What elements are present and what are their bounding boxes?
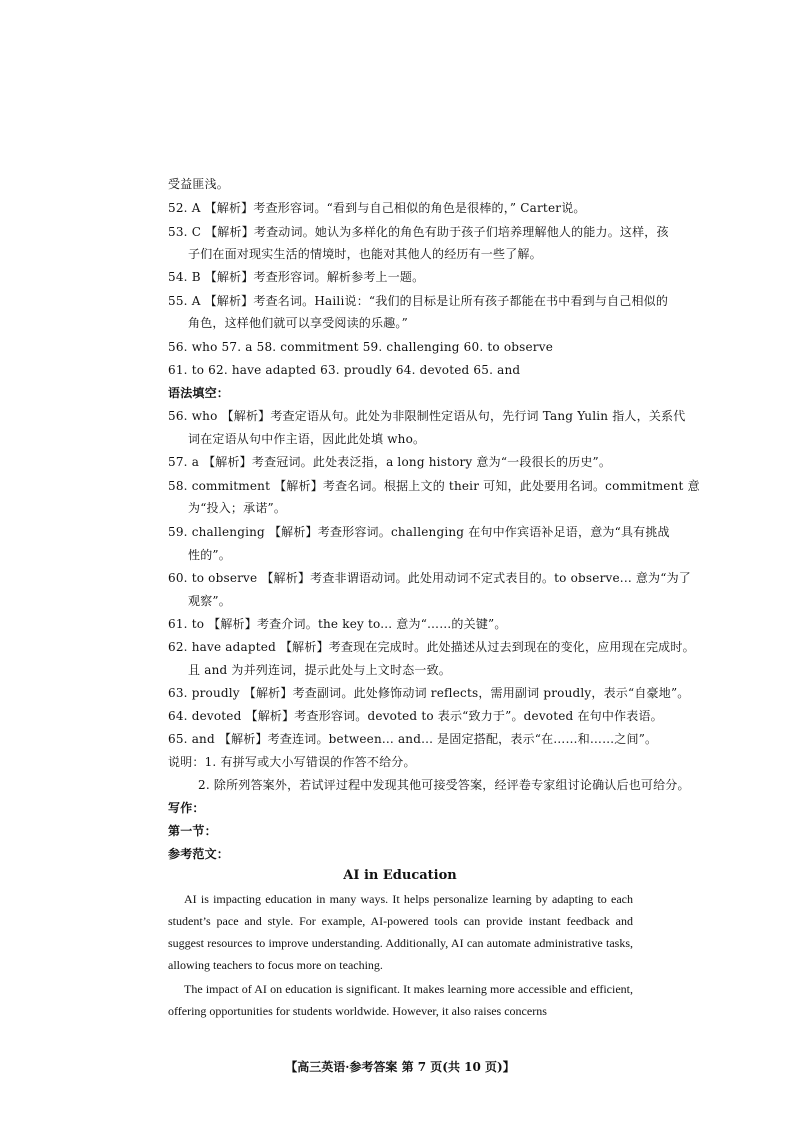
text-line: 为“投入；承诺”。: [188, 501, 287, 515]
section-heading: 第一节：: [168, 824, 217, 838]
explanation-58: 58. commitment 【解析】考查名词。根据上文的 their 可知，此处要用名词。commitment 意: [168, 479, 700, 493]
explanation-59: 59. challenging 【解析】考查形容词。challenging 在句中作宾语补足语，意为“具有挑战: [168, 525, 670, 539]
explanation-62: 62. have adapted 【解析】考查现在完成时。此处描述从过去到现在的变化，应用现在完成时。: [168, 640, 695, 654]
answers-56-60: 56. who 57. a 58. commitment 59. challenging 60. to observe: [168, 340, 554, 354]
explanation-61: 61. to 【解析】考查介词。the key to... 意为“……的关键”。: [168, 617, 507, 631]
answer-55: 55. A 【解析】考查名词。Haili说：“我们的目标是让所有孩子都能在书中看到与自己相似的: [168, 294, 669, 308]
explanation-65: 65. and 【解析】考查连词。between... and... 是固定搭配，表示“在……和……之间”。: [168, 732, 658, 746]
explanation-57: 57. a 【解析】考查冠词。此处表泛指，a long history 意为“一段很长的历史”。: [168, 455, 612, 469]
answer-54: 54. B 【解析】考查形容词。解析参考上一题。: [168, 270, 425, 284]
section-heading: 参考范文：: [168, 847, 230, 861]
answer-53: 53. C 【解析】考查动词。她认为多样化的角色有助于孩子们培养理解他人的能力。这样，孩: [168, 225, 669, 239]
text-line: 角色，这样他们就可以享受阅读的乐趣。”: [188, 316, 408, 330]
essay-paragraph: AI is impacting education in many ways. It helps personalize learning by adapting to each student’s pace and style. For example, AI-powered tools can provide instant feedback and suggest resources to improve understanding. Additionally, AI can automate administrative tasks, allowing teachers to focus more on teaching.: [168, 892, 633, 972]
page-footer: 【高三英语·参考答案 第 7 页(共 10 页)】: [285, 1060, 515, 1074]
text-line: 性的”。: [188, 548, 231, 562]
section-heading: 写作：: [168, 801, 205, 815]
essay-paragraph: The impact of AI on education is significant. It makes learning more accessible and efficient, offering opportunities for students worldwide. However, it also raises concerns: [168, 982, 633, 1018]
note-1: 说明：1. 有拼写或大小写错误的作答不给分。: [168, 755, 416, 769]
section-heading: 语法填空：: [168, 386, 230, 400]
answers-61-65: 61. to 62. have adapted 63. proudly 64. devoted 65. and: [168, 363, 521, 377]
text-line: 子们在面对现实生活的情境时，也能对其他人的经历有一些了解。: [188, 247, 542, 261]
note-2: 2. 除所列答案外，若试评过程中发现其他可接受答案，经评卷专家组讨论确认后也可给分。: [198, 778, 690, 792]
explanation-64: 64. devoted 【解析】考查形容词。devoted to 表示“致力于”。devoted 在句中作表语。: [168, 709, 663, 723]
text-line: 受益匪浅。: [168, 177, 230, 191]
explanation-56: 56. who 【解析】考查定语从句。此处为非限制性定语从句，先行词 Tang Yulin 指人，关系代: [168, 409, 686, 423]
explanation-60: 60. to observe 【解析】考查非谓语动词。此处用动词不定式表目的。to observe... 意为“为了: [168, 571, 691, 585]
text-line: 观察”。: [188, 594, 231, 608]
explanation-63: 63. proudly 【解析】考查副词。此处修饰动词 reflects，需用副词 proudly，表示“自豪地”。: [168, 686, 690, 700]
essay-title: AI in Education: [343, 868, 457, 883]
text-line: 词在定语从句中作主语，因此此处填 who。: [188, 432, 426, 446]
text-line: 且 and 为并列连词，提示此处与上文时态一致。: [188, 663, 451, 677]
answer-52: 52. A 【解析】考查形容词。“看到与自己相似的角色是很棒的，” Carter说。: [168, 201, 586, 215]
